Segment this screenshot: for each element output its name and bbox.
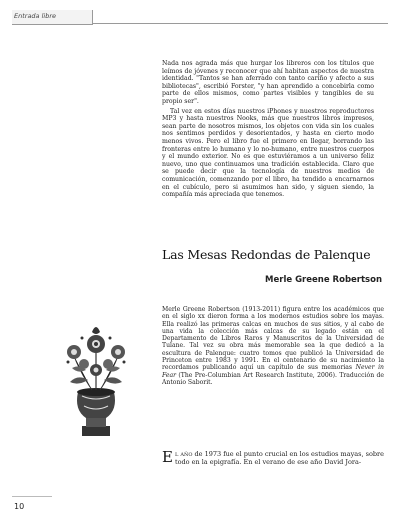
bio-text-after: (The Pre-Columbian Art Research Institute, 2006). Traducción de Antonio Saborit. bbox=[162, 371, 384, 386]
footer-rule bbox=[12, 496, 52, 497]
intro-text-block bbox=[162, 60, 374, 201]
section-label: Entrada libre bbox=[14, 12, 57, 20]
intro-paragraph-2: Tal vez en estos días nuestros iPhones y nuestros reproductores MP3 y hasta nuestros Nooks, más que nuestros libros impresos, sean parte de nosotros mismos, los objetos con vida sin los cuales nos sentimos perdidos y desorientados, y hasta en cierto modo menos vivos. Pero el libro fue el primero en llegar, borrando las fronteras entre lo humano y lo no-humano, entre nuestros cuerpos y el mundo exterior. No es que estuviéramos a un universo feliz nuevo, uno que continuamos una tradición establecida. Claro que se puede decir que la tecnología de nuestros medios de comunicación, comenzando por el libro, ha tendido a encarnarnos en el cubículo, pero si asumimos han sido, y siguen siendo, la compañía más apreciada que tenemos. bbox=[162, 107, 374, 199]
page-number: 10 bbox=[14, 502, 25, 511]
article-body-start bbox=[162, 450, 384, 466]
drop-cap: E bbox=[162, 448, 173, 466]
bio-book-title: Never in Fear bbox=[162, 364, 384, 379]
lead-text: de 1973 fue el punto crucial en los estudios mayas, sobre todo en la epigrafía. En el verano de ese año David Jora- bbox=[174, 450, 384, 466]
intro-paragraph-1: Nada nos agrada más que hurgar los libreros con los títulos que leímos de jóvenes y reconocer que ahí habitan aspectos de nuestra identidad. "Tantos se han aferrado con tanto cariño y afecto a sus bibliotecas", escribió Forster, "y han aprendido a concebirla como parte de ellos mismos, como partes visibles y tangibles de su propio ser". bbox=[162, 60, 374, 105]
lead-smallcaps: l año bbox=[174, 450, 193, 458]
flower-vase-engraving bbox=[60, 322, 132, 440]
header-rule bbox=[92, 23, 388, 24]
author-bio bbox=[162, 306, 384, 386]
section-header-tab bbox=[12, 10, 93, 25]
bio-text-before: Merle Greene Robertson (1913-2011) figura entre los académicos que en el siglo xx dieron forma a los modernos estudios sobre los mayas. Ella realizó las primeras calcas en muchos de sus sitios, y al cabo de una vida la colección más calcas de su legado están en el Departamento de Libros Raros y Manuscritos de la Universidad de Tulane. Tal vez su obra más memorable sea la que dedicó a la escultura de Palenque: cuatro tomos que publicó la Universidad de Princeton entre 1983 y 1991. En el centenario de su nacimiento la recordamos publicando aquí un capítulo de sus memorias bbox=[162, 306, 384, 372]
article-title: Las Mesas Redondas de Palenque bbox=[162, 247, 371, 262]
article-author: Merle Greene Robertson bbox=[265, 275, 382, 285]
